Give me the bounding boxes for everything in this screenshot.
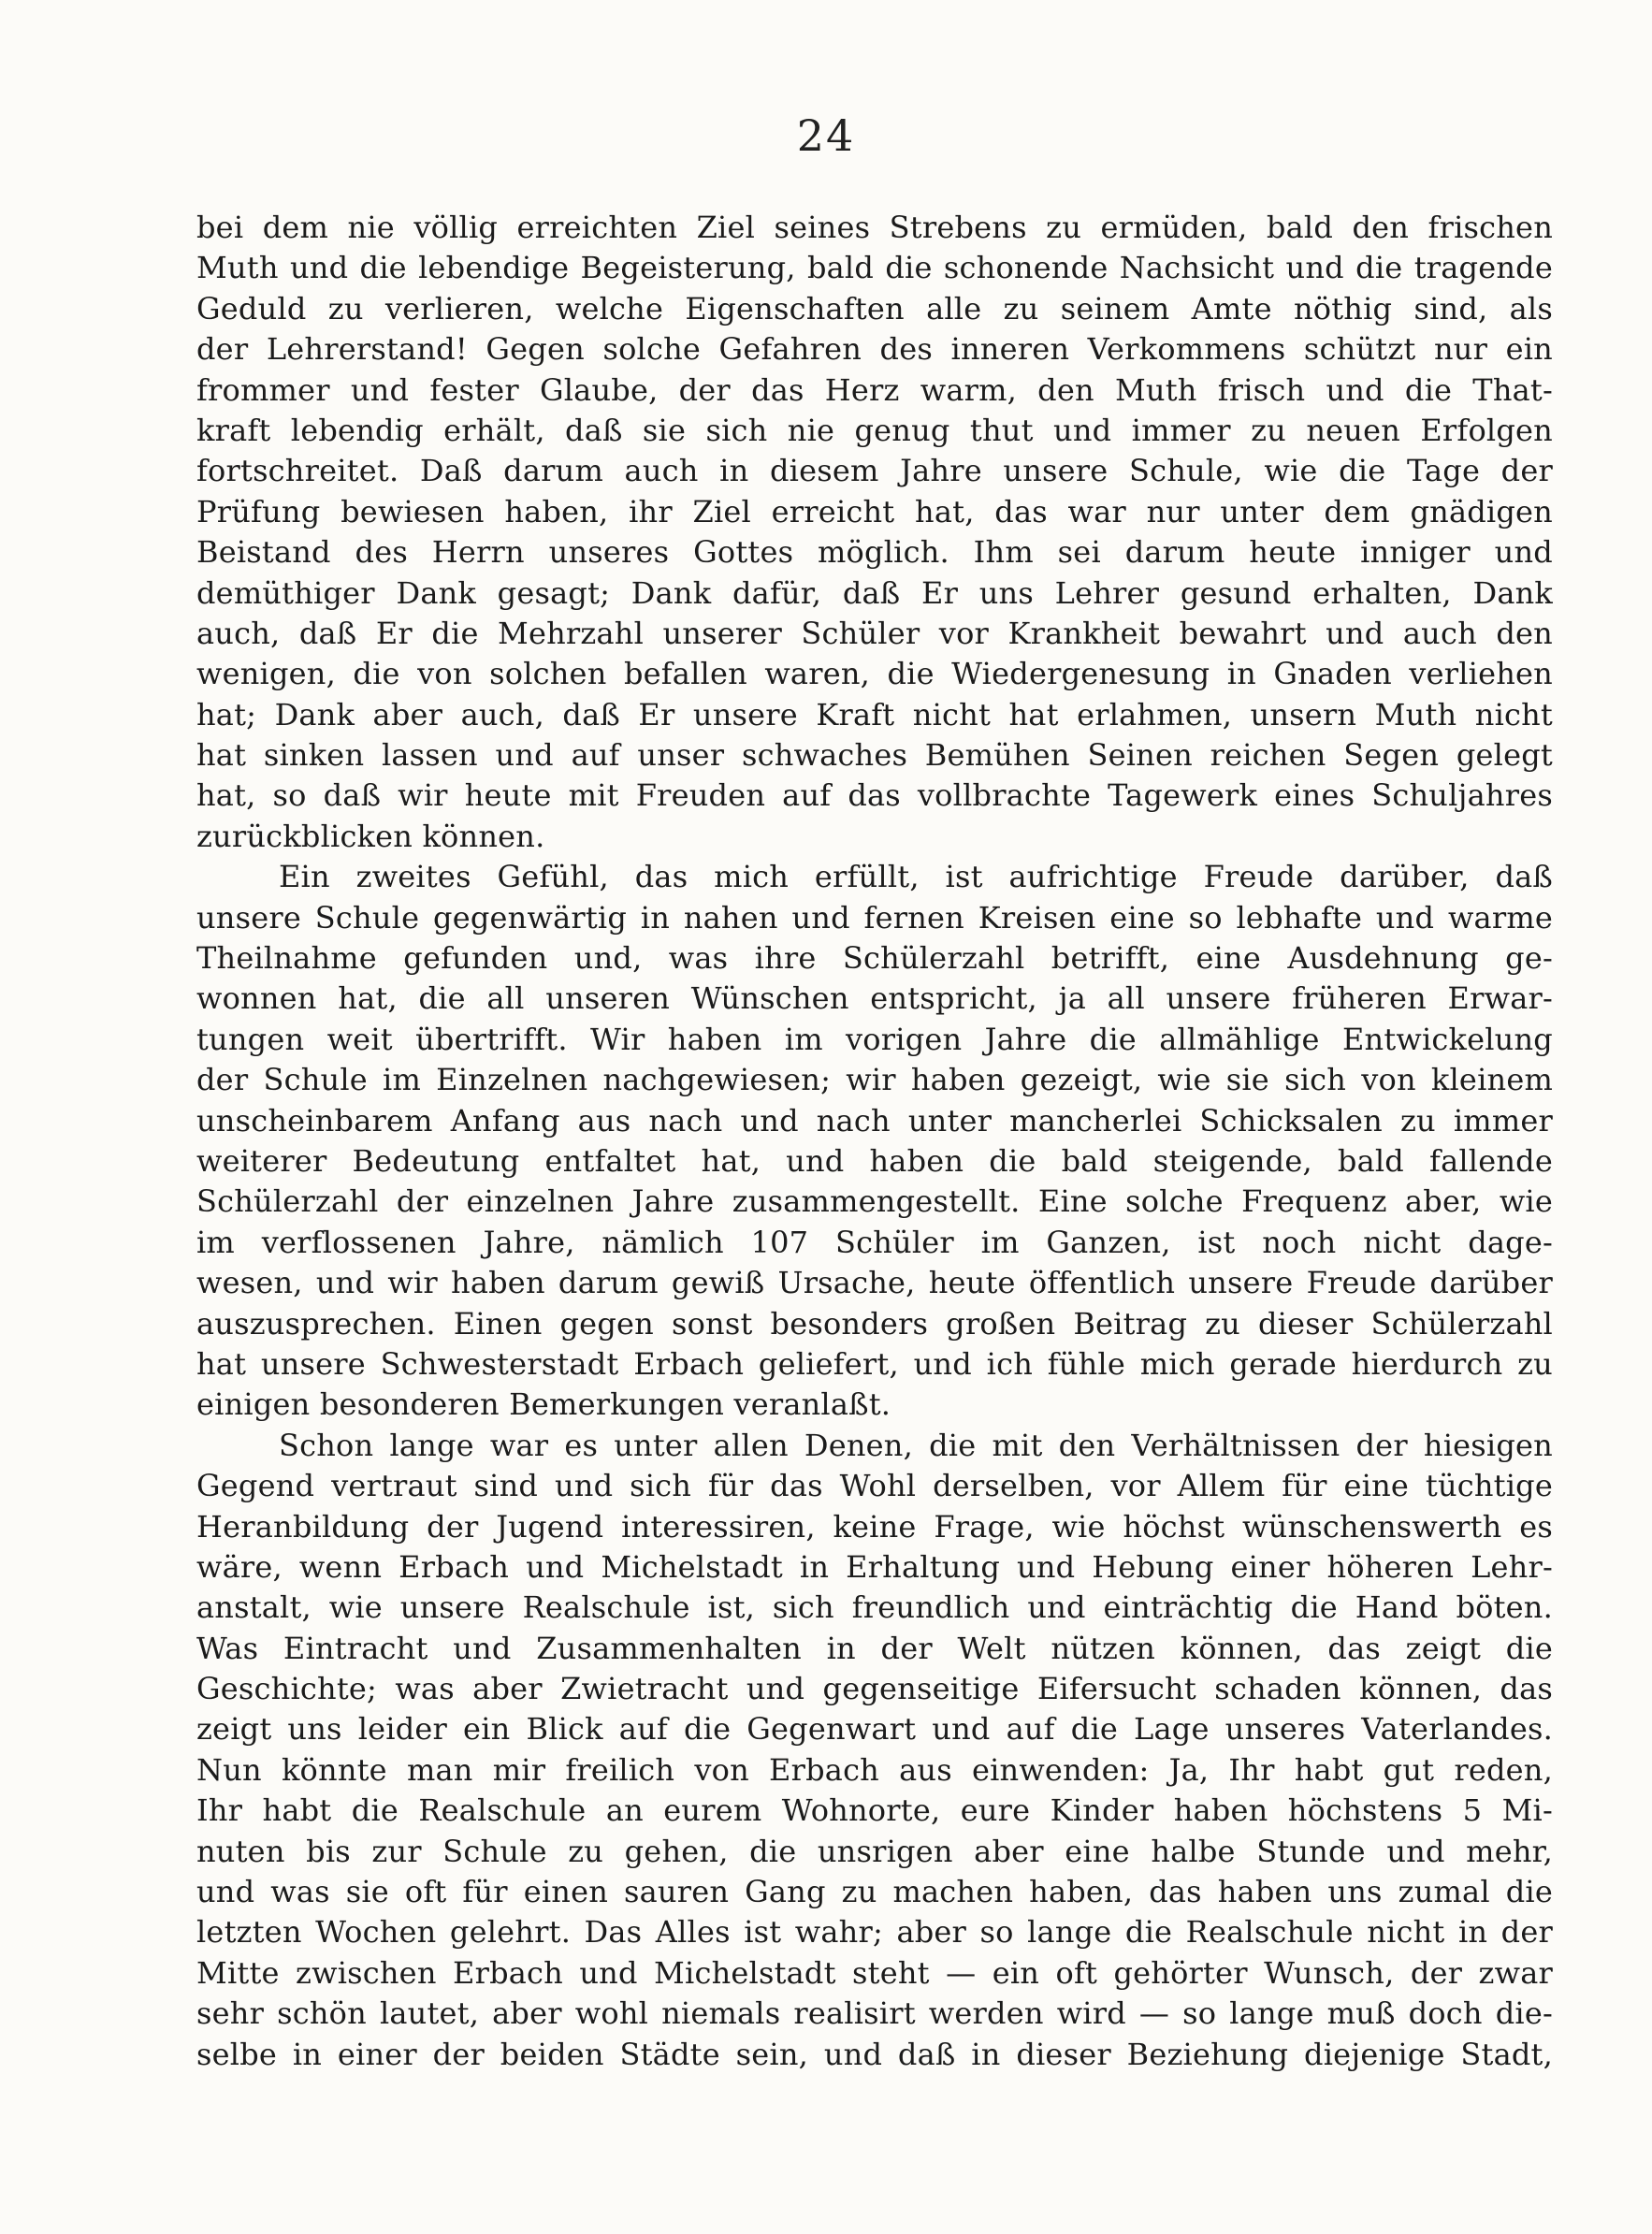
text-line: letzten Wochen gelehrt. Das Alles ist wahr; aber so lange die Realschule nicht in der <box>196 1914 1553 1951</box>
text-line: hat sinken lassen und auf unser schwaches Bemühen Seinen reichen Segen gelegt <box>196 737 1553 774</box>
text-line: auch, daß Er die Mehrzahl unserer Schüler vor Krankheit bewahrt und auch den <box>196 615 1553 651</box>
text-line: und was sie oft für einen sauren Gang zu machen haben, das haben uns zumal die <box>196 1874 1553 1910</box>
text-line: im verflossenen Jahre, nämlich 107 Schüler im Ganzen, ist noch nicht dage- <box>196 1224 1553 1260</box>
text-line: selbe in einer der beiden Städte sein, und daß in dieser Beziehung diejenige Stadt, <box>196 2036 1553 2072</box>
text-line: auszusprechen. Einen gegen sonst besonders großen Beitrag zu dieser Schülerzahl <box>196 1305 1553 1342</box>
text-line: demüthiger Dank gesagt; Dank dafür, daß Er uns Lehrer gesund erhalten, Dank <box>196 574 1553 611</box>
text-line: unscheinbarem Anfang aus nach und nach unter mancherlei Schicksalen zu immer <box>196 1102 1553 1139</box>
text-line: frommer und fester Glaube, der das Herz warm, den Muth frisch und die That- <box>196 371 1553 408</box>
text-line: Schülerzahl der einzelnen Jahre zusammengestellt. Eine solche Frequenz aber, wie <box>196 1183 1553 1220</box>
text-line: Ihr habt die Realschule an eurem Wohnorte, eure Kinder haben höchstens 5 Mi- <box>196 1792 1553 1829</box>
paragraph-end-line: zurückblicken können. <box>196 818 545 854</box>
text-line: Was Eintracht und Zusammenhalten in der Welt nützen können, das zeigt die <box>196 1630 1553 1666</box>
text-line: Mitte zwischen Erbach und Michelstadt steht — ein oft gehörter Wunsch, der zwar <box>196 1954 1553 1991</box>
paragraph-end-line: einigen besonderen Bemerkungen veranlaßt. <box>196 1386 891 1423</box>
text-line: Gegend vertraut sind und sich für das Wohl derselben, vor Allem für eine tüchtige <box>196 1468 1553 1504</box>
paragraph-start-line: Schon lange war es unter allen Denen, die mit den Verhältnissen der hiesigen <box>279 1427 1553 1463</box>
text-line: Nun könnte man mir freilich von Erbach aus einwenden: Ja, Ihr habt gut reden, <box>196 1751 1553 1788</box>
text-line: wenigen, die von solchen befallen waren, die Wiedergenesung in Gnaden verliehen <box>196 656 1553 692</box>
text-line: der Lehrerstand! Gegen solche Gefahren des inneren Verkommens schützt nur ein <box>196 331 1553 368</box>
body-text <box>196 208 1553 2075</box>
text-line: wesen, und wir haben darum gewiß Ursache, heute öffentlich unsere Freude darüber <box>196 1265 1553 1301</box>
text-line: sehr schön lautet, aber wohl niemals realisirt werden wird — so lange muß doch die- <box>196 1995 1553 2032</box>
text-line: Theilnahme gefunden und, was ihre Schülerzahl betrifft, eine Ausdehnung ge- <box>196 940 1553 977</box>
text-line: Geschichte; was aber Zwietracht und gegenseitige Eifersucht schaden können, das <box>196 1671 1553 1707</box>
text-line: hat; Dank aber auch, daß Er unsere Kraft nicht hat erlahmen, unsern Muth nicht <box>196 696 1553 733</box>
text-line: hat, so daß wir heute mit Freuden auf das vollbrachte Tagewerk eines Schuljahres <box>196 777 1553 814</box>
text-line: weiterer Bedeutung entfaltet hat, und haben die bald steigende, bald fallende <box>196 1142 1553 1179</box>
text-line: wäre, wenn Erbach und Michelstadt in Erhaltung und Hebung einer höheren Lehr- <box>196 1548 1553 1585</box>
text-line: wonnen hat, die all unseren Wünschen entspricht, ja all unsere früheren Erwar- <box>196 980 1553 1017</box>
text-line: Geduld zu verlieren, welche Eigenschaften alle zu seinem Amte nöthig sind, als <box>196 290 1553 326</box>
text-line: kraft lebendig erhält, daß sie sich nie genug thut und immer zu neuen Erfolgen <box>196 412 1553 448</box>
text-line: fortschreitet. Daß darum auch in diesem Jahre unsere Schule, wie die Tage der <box>196 453 1553 489</box>
page-number: 24 <box>796 110 856 161</box>
text-line: bei dem nie völlig erreichten Ziel seines Strebens zu ermüden, bald den frischen <box>196 210 1553 245</box>
text-line: Prüfung bewiesen haben, ihr Ziel erreicht hat, das war nur unter dem gnädigen <box>196 493 1553 529</box>
text-line: der Schule im Einzelnen nachgewiesen; wir haben gezeigt, wie sie sich von kleinem <box>196 1062 1553 1098</box>
text-line: Beistand des Herrn unseres Gottes möglich. Ihm sei darum heute inniger und <box>196 534 1553 571</box>
text-line: tungen weit übertrifft. Wir haben im vorigen Jahre die allmählige Entwickelung <box>196 1021 1553 1057</box>
text-line: anstalt, wie unsere Realschule ist, sich freundlich und einträchtig die Hand böten. <box>196 1589 1553 1626</box>
text-line: hat unsere Schwesterstadt Erbach geliefert, und ich fühle mich gerade hierdurch zu <box>196 1345 1553 1382</box>
text-line: Heranbildung der Jugend interessiren, keine Frage, wie höchst wünschenswerth es <box>196 1508 1553 1545</box>
paragraph-start-line: Ein zweites Gefühl, das mich erfüllt, ist aufrichtige Freude darüber, daß <box>279 859 1553 895</box>
text-line: zeigt uns leider ein Blick auf die Gegenwart und auf die Lage unseres Vaterlandes. <box>196 1711 1553 1748</box>
text-line: nuten bis zur Schule zu gehen, die unsrigen aber eine halbe Stunde und mehr, <box>196 1833 1553 1869</box>
text-line: Muth und die lebendige Begeisterung, bald die schonende Nachsicht und die tragende <box>196 250 1553 286</box>
text-line: unsere Schule gegenwärtig in nahen und fernen Kreisen eine so lebhafte und warme <box>196 899 1553 936</box>
